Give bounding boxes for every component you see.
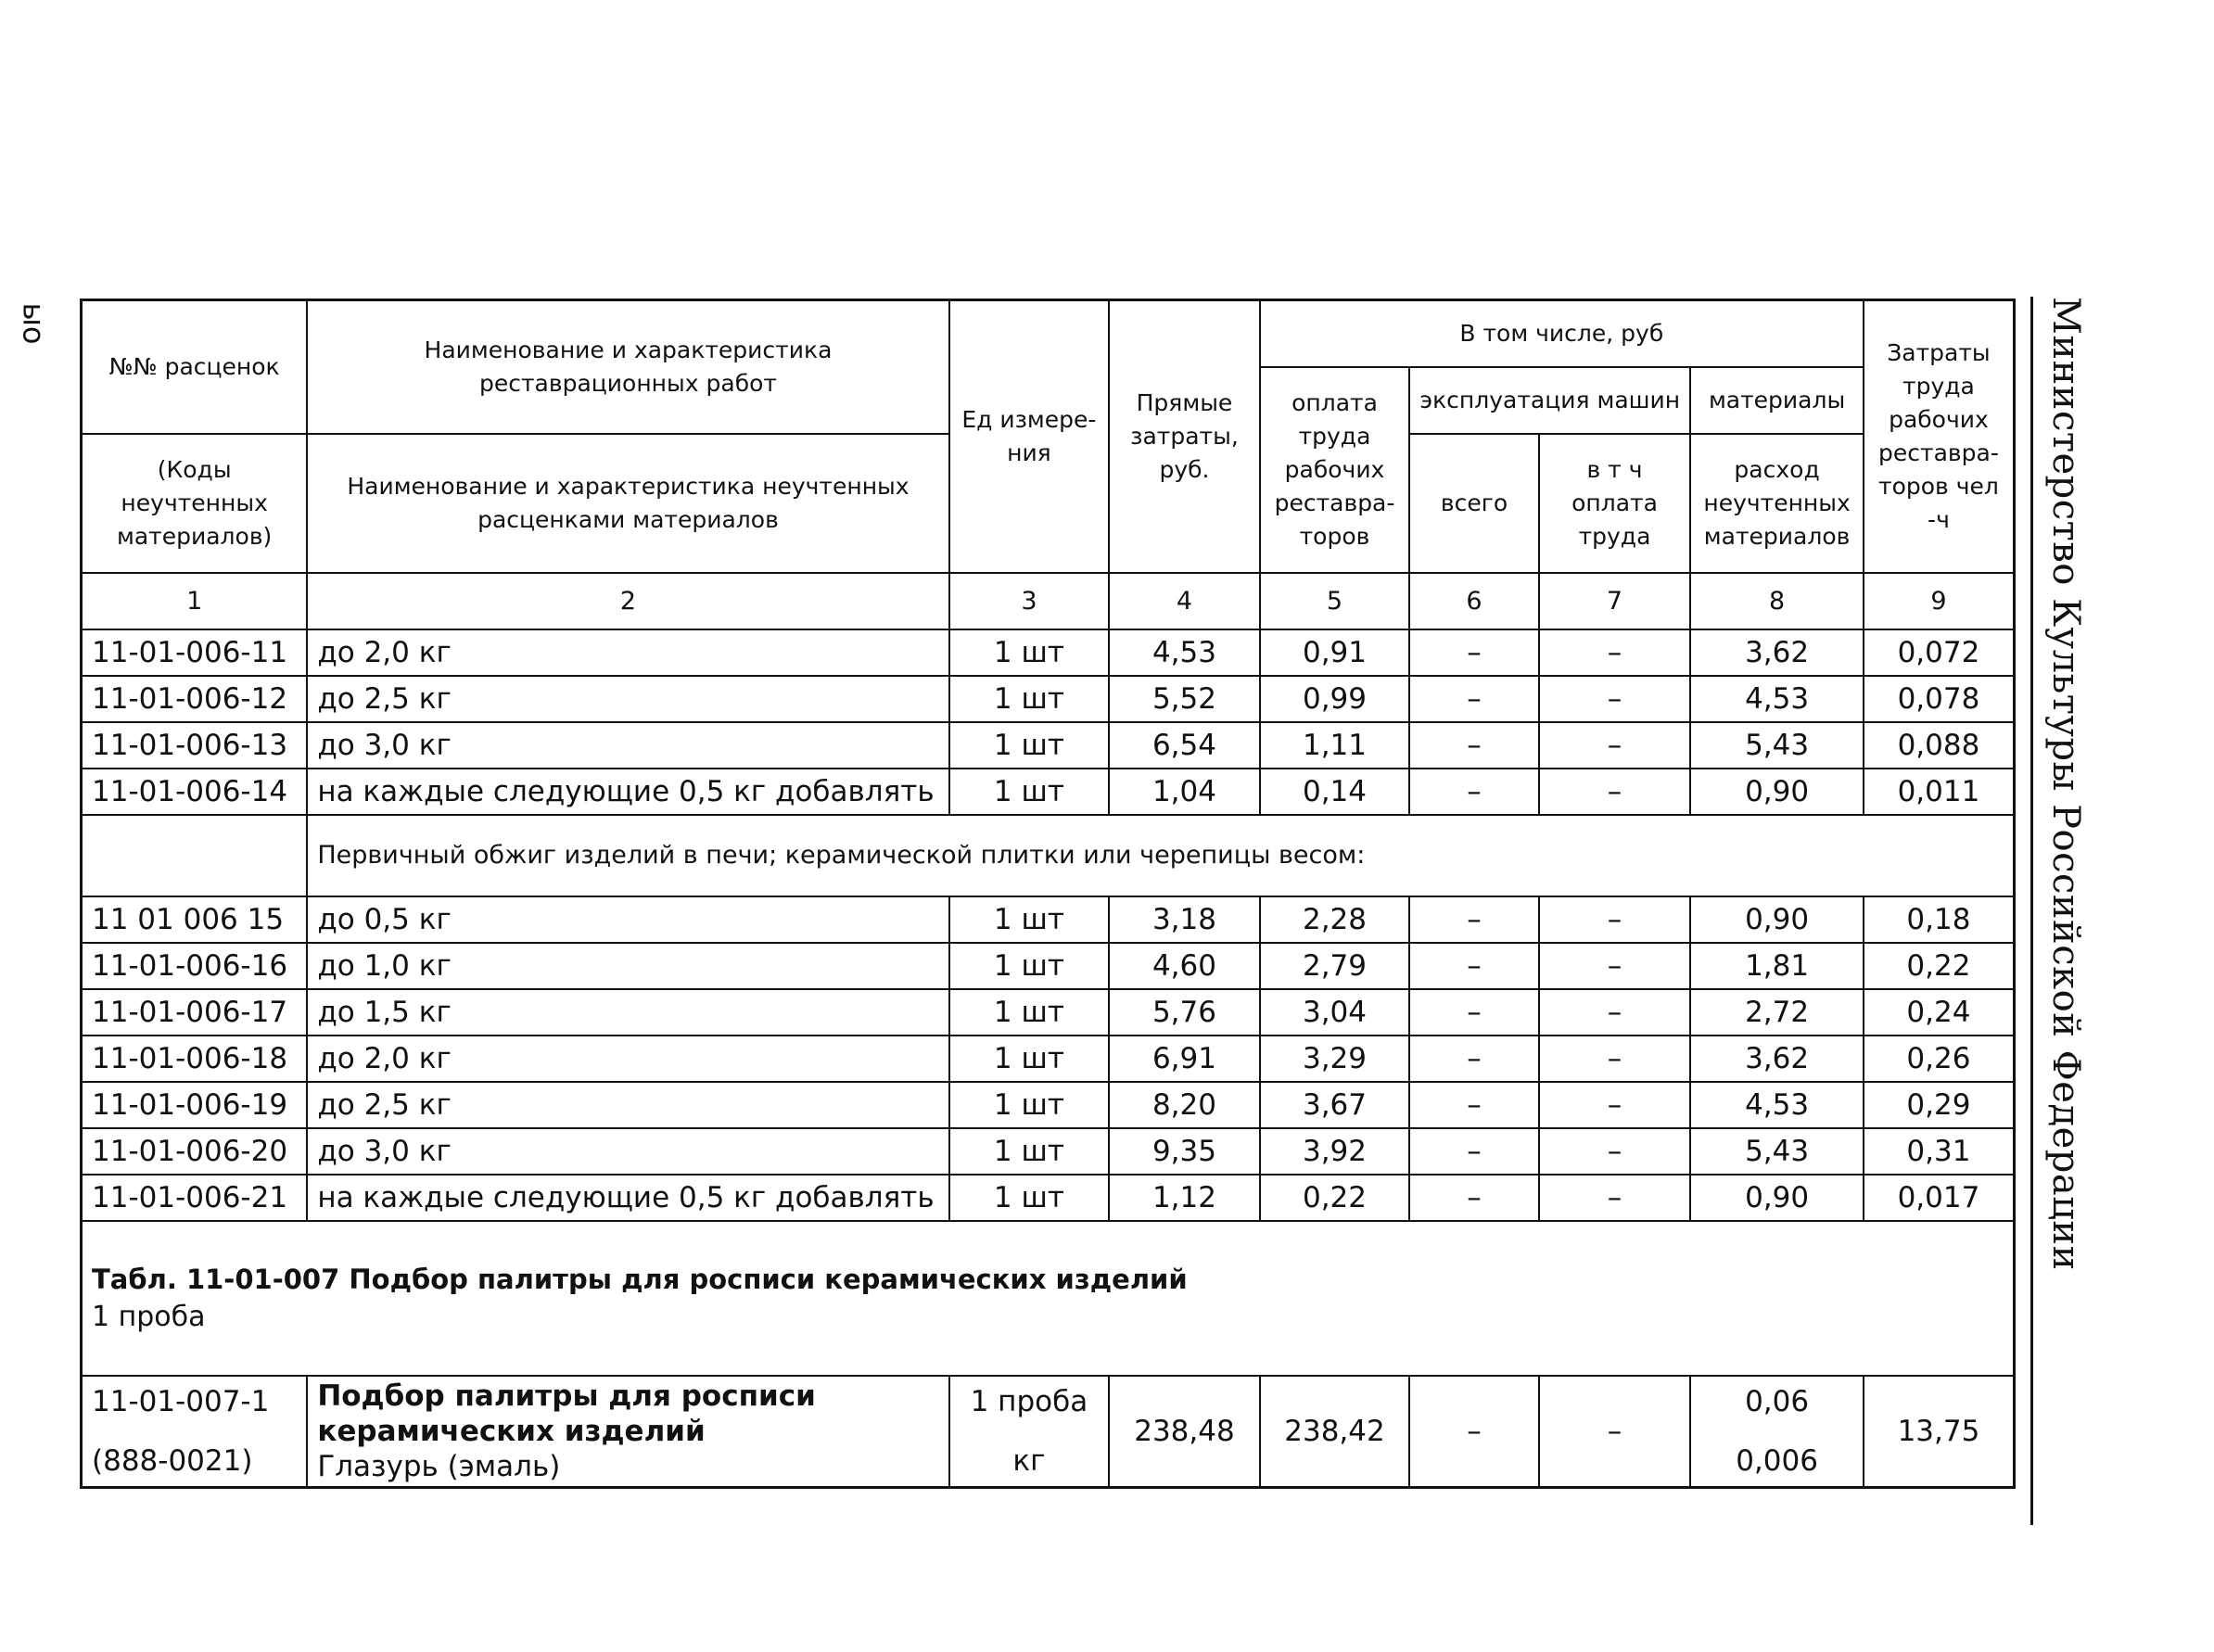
table-title-row	[82, 1221, 2015, 1376]
cell-direct-costs: 4,53	[1109, 629, 1260, 676]
work-name: Подбор палитры для росписи керамических изделий	[317, 1379, 816, 1448]
header-materials: материалы	[1690, 367, 1864, 434]
cell-rate-code: 11-01-006-21	[82, 1175, 308, 1221]
cell-materials: 0,90	[1690, 896, 1864, 943]
cell-work-name: до 2,0 кг	[307, 1036, 948, 1082]
cell-machines-labor: –	[1539, 1036, 1691, 1082]
price-table	[80, 299, 2016, 1489]
header-labor-pay: оплата труда рабочих реставра-торов	[1260, 367, 1410, 573]
cell-rate-code: 11-01-006-17	[82, 989, 308, 1036]
cell-rate-code: 11-01-006-20	[82, 1128, 308, 1175]
cell-unit: 1 шт	[949, 722, 1110, 769]
cell-machines-total: –	[1409, 989, 1538, 1036]
cell-direct-costs: 3,18	[1109, 896, 1260, 943]
side-title	[2030, 297, 2098, 1525]
cell-machines-total: –	[1409, 896, 1538, 943]
cell-machines-total: –	[1409, 676, 1538, 722]
cell-rate-code: 11-01-006-19	[82, 1082, 308, 1128]
cell-work-name: до 3,0 кг	[307, 1128, 948, 1175]
cell-unit: 1 шт	[949, 943, 1110, 989]
cell-labor-hours: 0,31	[1864, 1128, 2015, 1175]
cell-machines-total: –	[1409, 943, 1538, 989]
cell-materials: 4,53	[1690, 676, 1864, 722]
cell-work-name: на каждые следующие 0,5 кг добавлять	[307, 769, 948, 815]
section-empty-cell	[82, 815, 308, 896]
cell-labor-hours: 13,75	[1864, 1376, 2015, 1488]
cell-direct-costs: 1,04	[1109, 769, 1260, 815]
cell-unit: 1 шт	[949, 676, 1110, 722]
cell-work-name: до 1,5 кг	[307, 989, 948, 1036]
cell-work-name	[307, 1376, 948, 1488]
cell-materials: 0,90	[1690, 1175, 1864, 1221]
cell-labor-pay: 0,22	[1260, 1175, 1410, 1221]
cell-labor-pay: 0,99	[1260, 676, 1410, 722]
column-number: 3	[949, 573, 1110, 629]
cell-materials: 5,43	[1690, 722, 1864, 769]
cell-direct-costs: 6,91	[1109, 1036, 1260, 1082]
cell-machines-labor: –	[1539, 676, 1691, 722]
cell-labor-pay: 3,92	[1260, 1128, 1410, 1175]
cell-machines-labor: –	[1539, 896, 1691, 943]
material-code: (888-0021)	[92, 1443, 253, 1478]
cell-machines-total: –	[1409, 722, 1538, 769]
cell-rate-code	[82, 1376, 308, 1488]
cell-rate-code: 11-01-006-13	[82, 722, 308, 769]
header-group: В том числе, руб	[1260, 300, 1864, 367]
column-number: 8	[1690, 573, 1864, 629]
cell-work-name: до 2,0 кг	[307, 629, 948, 676]
column-number: 7	[1539, 573, 1691, 629]
side-title-text: Министерство Культуры Российской Федерации	[2044, 297, 2087, 1271]
cell-unit	[949, 1376, 1110, 1488]
table-title: Табл. 11-01-007 Подбор палитры для росписи керамических изделий	[92, 1264, 1188, 1295]
cell-machines-labor: –	[1539, 989, 1691, 1036]
table-row	[82, 629, 2015, 676]
cell-materials: 3,62	[1690, 629, 1864, 676]
header-material-names: Наименование и характеристика неучтенных расценками материалов	[307, 434, 948, 573]
cell-machines-total: –	[1409, 629, 1538, 676]
cell-machines-labor: –	[1539, 1175, 1691, 1221]
cell-direct-costs: 6,54	[1109, 722, 1260, 769]
unit: 1 проба	[970, 1384, 1088, 1418]
table-row	[82, 943, 2015, 989]
cell-rate-code: 11 01 006 15	[82, 896, 308, 943]
column-number: 9	[1864, 573, 2015, 629]
cell-rate-code: 11-01-006-18	[82, 1036, 308, 1082]
cell-labor-hours: 0,26	[1864, 1036, 2015, 1082]
cell-materials: 3,62	[1690, 1036, 1864, 1082]
cell-materials: 4,53	[1690, 1082, 1864, 1128]
cell-machines-total: –	[1409, 1376, 1538, 1488]
header-labor-hours: Затраты труда рабочих реставра-торов чел -ч	[1864, 300, 2015, 573]
table-meter: 1 проба	[92, 1301, 206, 1333]
cell-work-name: до 2,5 кг	[307, 676, 948, 722]
table-row	[82, 989, 2015, 1036]
header-material-codes: (Коды неучтенных материалов)	[82, 434, 308, 573]
table-row	[82, 676, 2015, 722]
cell-machines-total: –	[1409, 1036, 1538, 1082]
cell-machines-labor: –	[1539, 1128, 1691, 1175]
cell-machines-labor: –	[1539, 629, 1691, 676]
cell-materials	[1690, 1376, 1864, 1488]
table-row	[82, 1128, 2015, 1175]
cell-labor-pay: 2,28	[1260, 896, 1410, 943]
cell-machines-labor: –	[1539, 722, 1691, 769]
material-name: Глазурь (эмаль)	[317, 1449, 561, 1483]
cell-work-name: на каждые следующие 0,5 кг добавлять	[307, 1175, 948, 1221]
rate-code: 11-01-007-1	[92, 1384, 270, 1418]
cell-labor-pay: 3,04	[1260, 989, 1410, 1036]
cell-unit: 1 шт	[949, 989, 1110, 1036]
cell-direct-costs: 9,35	[1109, 1128, 1260, 1175]
cell-labor-hours: 0,22	[1864, 943, 2015, 989]
table-row	[82, 1376, 2015, 1488]
page-number: ыо	[16, 302, 52, 345]
cell-direct-costs: 5,76	[1109, 989, 1260, 1036]
cell-machines-labor: –	[1539, 1082, 1691, 1128]
cell-unit: 1 шт	[949, 1128, 1110, 1175]
cell-work-name: до 3,0 кг	[307, 722, 948, 769]
cell-labor-hours: 0,29	[1864, 1082, 2015, 1128]
header-direct-costs: Прямые затраты, руб.	[1109, 300, 1260, 573]
table-row	[82, 769, 2015, 815]
cell-labor-hours: 0,078	[1864, 676, 2015, 722]
header-machines: эксплуатация машин	[1409, 367, 1690, 434]
cell-work-name: до 1,0 кг	[307, 943, 948, 989]
cell-rate-code: 11-01-006-16	[82, 943, 308, 989]
header-code: №№ расценок	[82, 300, 308, 434]
cell-direct-costs: 5,52	[1109, 676, 1260, 722]
cell-labor-hours: 0,011	[1864, 769, 2015, 815]
cell-machines-labor: –	[1539, 1376, 1691, 1488]
cell-labor-hours: 0,088	[1864, 722, 2015, 769]
cell-rate-code: 11-01-006-14	[82, 769, 308, 815]
column-number: 5	[1260, 573, 1410, 629]
cell-materials: 2,72	[1690, 989, 1864, 1036]
cell-machines-total: –	[1409, 1082, 1538, 1128]
material-unit: кг	[1012, 1443, 1046, 1478]
cell-direct-costs: 4,60	[1109, 943, 1260, 989]
cell-labor-pay: 3,67	[1260, 1082, 1410, 1128]
section-row	[82, 815, 2015, 896]
header-unit: Ед измере-ния	[949, 300, 1110, 573]
cell-unit: 1 шт	[949, 1082, 1110, 1128]
table-row	[82, 1036, 2015, 1082]
section-heading: Первичный обжиг изделий в печи; керамической плитки или черепицы весом:	[307, 815, 2014, 896]
column-number: 1	[82, 573, 308, 629]
cell-materials: 5,43	[1690, 1128, 1864, 1175]
cell-rate-code: 11-01-006-12	[82, 676, 308, 722]
cell-labor-pay: 0,14	[1260, 769, 1410, 815]
cell-direct-costs: 238,48	[1109, 1376, 1260, 1488]
cell-materials: 1,81	[1690, 943, 1864, 989]
table-row	[82, 1175, 2015, 1221]
material-qty: 0,006	[1736, 1443, 1818, 1478]
header-name: Наименование и характеристика реставрационных работ	[307, 300, 948, 434]
materials: 0,06	[1745, 1384, 1810, 1418]
table-row	[82, 722, 2015, 769]
cell-direct-costs: 1,12	[1109, 1175, 1260, 1221]
table-row	[82, 1082, 2015, 1128]
cell-unit: 1 шт	[949, 1036, 1110, 1082]
cell-labor-hours: 0,017	[1864, 1175, 2015, 1221]
cell-machines-total: –	[1409, 769, 1538, 815]
cell-work-name: до 0,5 кг	[307, 896, 948, 943]
cell-machines-labor: –	[1539, 769, 1691, 815]
cell-machines-total: –	[1409, 1175, 1538, 1221]
header-machines-total: всего	[1409, 434, 1538, 573]
header-machines-labor: в т ч оплата труда	[1539, 434, 1691, 573]
cell-labor-pay: 3,29	[1260, 1036, 1410, 1082]
table-row	[82, 896, 2015, 943]
cell-work-name: до 2,5 кг	[307, 1082, 948, 1128]
cell-labor-pay: 0,91	[1260, 629, 1410, 676]
cell-labor-hours: 0,18	[1864, 896, 2015, 943]
column-number: 4	[1109, 573, 1260, 629]
cell-machines-labor: –	[1539, 943, 1691, 989]
cell-unit: 1 шт	[949, 1175, 1110, 1221]
cell-unit: 1 шт	[949, 629, 1110, 676]
cell-unit: 1 шт	[949, 769, 1110, 815]
cell-materials: 0,90	[1690, 769, 1864, 815]
column-number: 2	[307, 573, 948, 629]
cell-labor-pay: 238,42	[1260, 1376, 1410, 1488]
cell-direct-costs: 8,20	[1109, 1082, 1260, 1128]
cell-labor-hours: 0,24	[1864, 989, 2015, 1036]
cell-unit: 1 шт	[949, 896, 1110, 943]
cell-labor-pay: 2,79	[1260, 943, 1410, 989]
column-numbers-row	[82, 573, 2015, 629]
cell-rate-code: 11-01-006-11	[82, 629, 308, 676]
table-title-cell	[82, 1221, 2015, 1376]
header-material-consumption: расход неучтенных материалов	[1690, 434, 1864, 573]
cell-machines-total: –	[1409, 1128, 1538, 1175]
cell-labor-hours: 0,072	[1864, 629, 2015, 676]
column-number: 6	[1409, 573, 1538, 629]
cell-labor-pay: 1,11	[1260, 722, 1410, 769]
